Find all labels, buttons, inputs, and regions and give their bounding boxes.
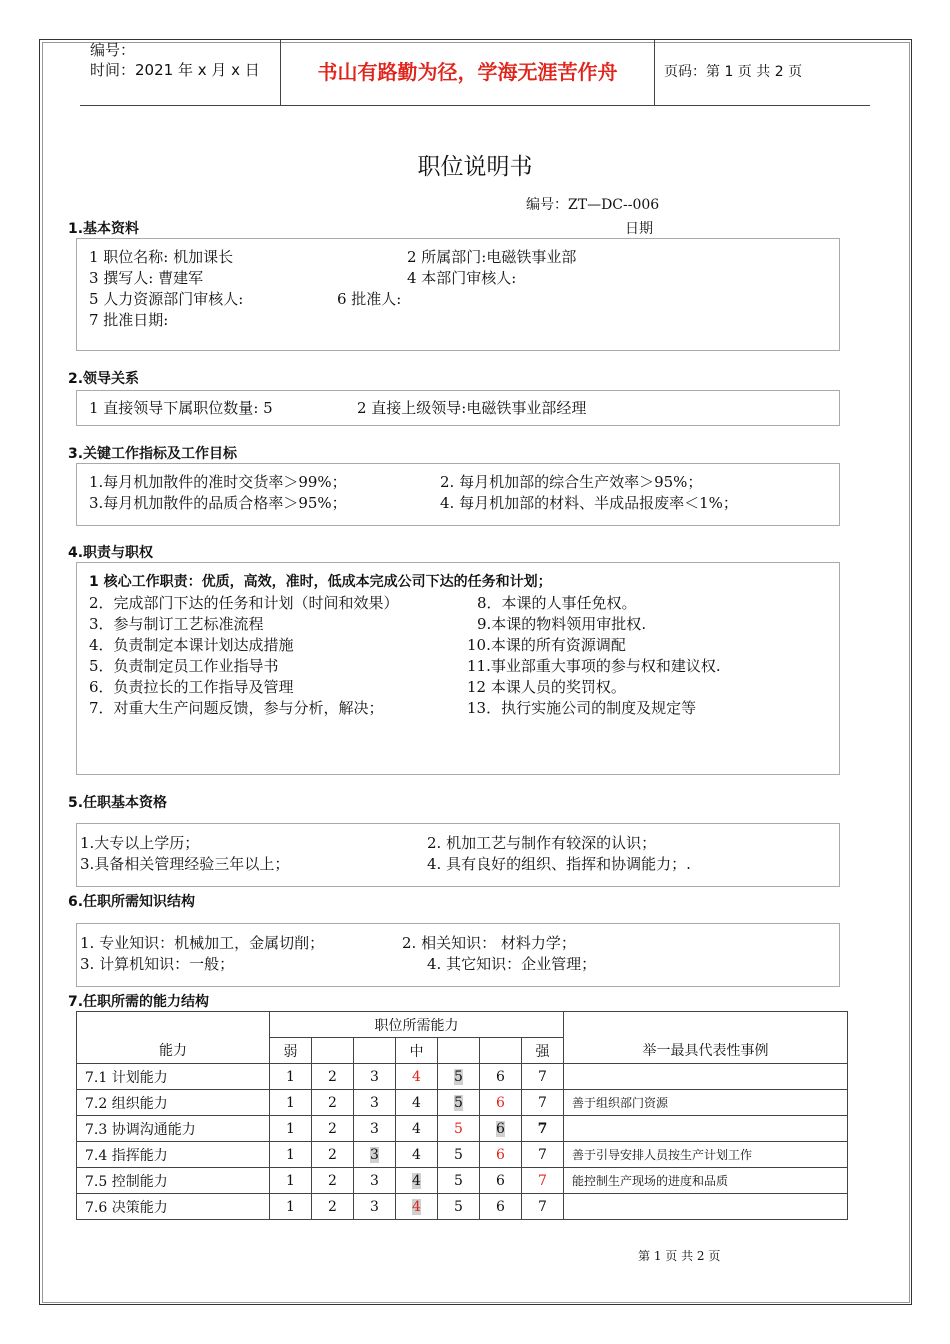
- ability-table: [76, 1011, 848, 1220]
- doc-number: 编号：ZT—DC--006: [526, 197, 660, 213]
- s5-item: 3.具备相关管理经验三年以上；: [80, 855, 290, 873]
- level-cell: 7: [522, 1142, 564, 1168]
- col-weak: 弱: [270, 1038, 312, 1064]
- section-5-box: [76, 823, 840, 887]
- s6-item: 3. 计算机知识：一般；: [80, 955, 235, 973]
- level-cell: 1: [270, 1194, 312, 1220]
- level-cell: 4: [396, 1116, 438, 1142]
- page-footer: 第 1 页 共 2 页: [638, 1249, 721, 1263]
- section-1-title: 1.基本资料: [68, 221, 140, 237]
- s1-item: 4 本部门审核人:: [407, 269, 517, 287]
- level-cell: 2: [312, 1168, 354, 1194]
- section-4-box: [76, 562, 840, 775]
- example-cell: [564, 1064, 848, 1090]
- duty-item: 4．负责制定本课计划达成措施: [89, 636, 294, 654]
- col-mid: 中: [396, 1038, 438, 1064]
- duty-item: 6．负责拉长的工作指导及管理: [89, 678, 294, 696]
- page-label: 页码：第 1 页 共 2 页: [664, 64, 803, 80]
- level-cell: 4: [396, 1090, 438, 1116]
- level-mark: 5: [454, 1094, 463, 1111]
- ability-name: 7.4 指挥能力: [77, 1142, 270, 1168]
- level-cell: 2: [312, 1090, 354, 1116]
- s3-item: 3.每月机加散件的品质合格率＞95%；: [89, 494, 347, 512]
- level-cell: 4: [396, 1064, 438, 1090]
- level-cell: 5: [438, 1116, 480, 1142]
- authority-item: 12 本课人员的奖罚权。: [467, 678, 626, 696]
- s5-item: 1.大专以上学历；: [80, 834, 200, 852]
- level-cell: 3: [354, 1194, 396, 1220]
- level-cell: 1: [270, 1116, 312, 1142]
- duty-item: 7．对重大生产问题反馈，参与分析，解决；: [89, 699, 384, 717]
- level-cell: 2: [312, 1194, 354, 1220]
- example-cell: [564, 1116, 848, 1142]
- s6-item: 1. 专业知识：机械加工，金属切削；: [80, 934, 325, 952]
- level-cell: 7: [522, 1168, 564, 1194]
- s3-item: 2. 每月机加部的综合生产效率＞95%；: [440, 473, 703, 491]
- example-cell: 善于组织部门资源: [564, 1090, 848, 1116]
- example-cell: 能控制生产现场的进度和品质: [564, 1168, 848, 1194]
- level-cell: 6: [480, 1064, 522, 1090]
- level-mark: 4: [412, 1198, 421, 1215]
- s1-item: 1 职位名称: 机加课长: [89, 248, 234, 266]
- section-5-title: 5.任职基本资格: [68, 795, 168, 811]
- level-cell: 7: [522, 1090, 564, 1116]
- s3-item: 4. 每月机加部的材料、半成品报废率＜1%；: [440, 494, 738, 512]
- ability-name: 7.1 计划能力: [77, 1064, 270, 1090]
- level-cell: 5: [438, 1168, 480, 1194]
- core-duty: 1 核心工作职责：优质，高效，准时，低成本完成公司下达的任务和计划；: [89, 574, 552, 590]
- s1-item: 7 批准日期:: [89, 311, 169, 329]
- level-cell: 2: [312, 1064, 354, 1090]
- duty-item: 3．参与制订工艺标准流程: [89, 615, 264, 633]
- time-label: 时间：2021 年 x 月 x 日: [90, 61, 260, 79]
- code-label: 编号：: [90, 41, 136, 59]
- level-cell: 6: [480, 1168, 522, 1194]
- table-row: [77, 1090, 848, 1116]
- level-cell: 5: [438, 1142, 480, 1168]
- table-row: [77, 1168, 848, 1194]
- section-3-title: 3.关键工作指标及工作目标: [68, 446, 238, 462]
- duty-item: 5．负责制定员工作业指导书: [89, 657, 279, 675]
- s6-item: 4. 其它知识：企业管理；: [427, 955, 597, 973]
- section-7-title: 7.任职所需的能力结构: [68, 994, 210, 1010]
- level-cell: [396, 1168, 438, 1194]
- s2-item: 1 直接领导下属职位数量: 5: [89, 399, 273, 417]
- level-cell: 1: [270, 1142, 312, 1168]
- section-6-box: [76, 923, 840, 987]
- level-cell: 1: [270, 1168, 312, 1194]
- level-cell: 2: [312, 1116, 354, 1142]
- table-row: [77, 1142, 848, 1168]
- section-2-box: [76, 390, 840, 426]
- col-strong: 强: [522, 1038, 564, 1064]
- example-cell: [564, 1194, 848, 1220]
- level-cell: [396, 1194, 438, 1220]
- table-row: [77, 1064, 848, 1090]
- s2-item: 2 直接上级领导:电磁铁事业部经理: [357, 399, 587, 417]
- authority-item: 13．执行实施公司的制度及规定等: [467, 699, 697, 717]
- section-1-box: [76, 238, 840, 351]
- level-cell: 6: [480, 1194, 522, 1220]
- s1-item: 3 撰写人: 曹建军: [89, 269, 204, 287]
- authority-item: 11.事业部重大事项的参与权和建议权.: [467, 657, 721, 675]
- ability-name: 7.5 控制能力: [77, 1168, 270, 1194]
- level-cell: [354, 1142, 396, 1168]
- level-cell: 6: [480, 1142, 522, 1168]
- level-cell: [438, 1064, 480, 1090]
- s6-item: 2. 相关知识： 材料力学；: [402, 934, 576, 952]
- authority-item: 8．本课的人事任免权。: [477, 594, 637, 612]
- level-mark: 6: [496, 1120, 505, 1137]
- level-cell: 1: [270, 1064, 312, 1090]
- section-3-box: [76, 463, 840, 526]
- date-label: 日期: [625, 221, 653, 237]
- example-cell: 善于引导安排人员按生产计划工作: [564, 1142, 848, 1168]
- section-6-title: 6.任职所需知识结构: [68, 894, 196, 910]
- s1-item: 6 批准人:: [337, 290, 402, 308]
- table-row: [77, 1116, 848, 1142]
- ability-name: 7.6 决策能力: [77, 1194, 270, 1220]
- motto: 书山有路勤为径，学海无涯苦作舟: [280, 40, 655, 105]
- s5-item: 2. 机加工艺与制作有较深的认识；: [427, 834, 657, 852]
- s3-item: 1.每月机加散件的准时交货率＞99%；: [89, 473, 347, 491]
- ability-name: 7.3 协调沟通能力: [77, 1116, 270, 1142]
- section-4-title: 4.职责与职权: [68, 545, 154, 561]
- authority-item: 10.本课的所有资源调配: [467, 636, 626, 654]
- s5-item: 4. 具有良好的组织、指挥和协调能力；.: [427, 855, 691, 873]
- level-mark: 4: [412, 1172, 421, 1189]
- s1-item: 5 人力资源部门审核人:: [89, 290, 244, 308]
- level-cell: 7: [522, 1116, 564, 1142]
- authority-item: 9.本课的物料领用审批权.: [477, 615, 647, 633]
- level-cell: 7: [522, 1064, 564, 1090]
- level-cell: 3: [354, 1116, 396, 1142]
- header-left: [80, 40, 280, 105]
- doc-title: 职位说明书: [417, 154, 533, 180]
- level-cell: 4: [396, 1142, 438, 1168]
- table-row: [77, 1194, 848, 1220]
- level-cell: 3: [354, 1090, 396, 1116]
- level-cell: 3: [354, 1168, 396, 1194]
- level-cell: 5: [438, 1194, 480, 1220]
- col-ability: 能力: [77, 1012, 270, 1064]
- s1-item: 2 所属部门:电磁铁事业部: [407, 248, 577, 266]
- col-required: 职位所需能力: [270, 1012, 564, 1038]
- section-2-title: 2.领导关系: [68, 371, 140, 387]
- col-example: 举一最具代表性事例: [564, 1012, 848, 1064]
- level-mark: 5: [454, 1068, 463, 1085]
- level-cell: 1: [270, 1090, 312, 1116]
- level-cell: 7: [522, 1194, 564, 1220]
- page-header: [80, 40, 870, 106]
- level-cell: 3: [354, 1064, 396, 1090]
- level-cell: 6: [480, 1090, 522, 1116]
- level-cell: 2: [312, 1142, 354, 1168]
- level-cell: [438, 1090, 480, 1116]
- ability-name: 7.2 组织能力: [77, 1090, 270, 1116]
- duty-item: 2．完成部门下达的任务和计划（时间和效果）: [89, 594, 399, 612]
- level-cell: [480, 1116, 522, 1142]
- level-mark: 3: [370, 1146, 379, 1163]
